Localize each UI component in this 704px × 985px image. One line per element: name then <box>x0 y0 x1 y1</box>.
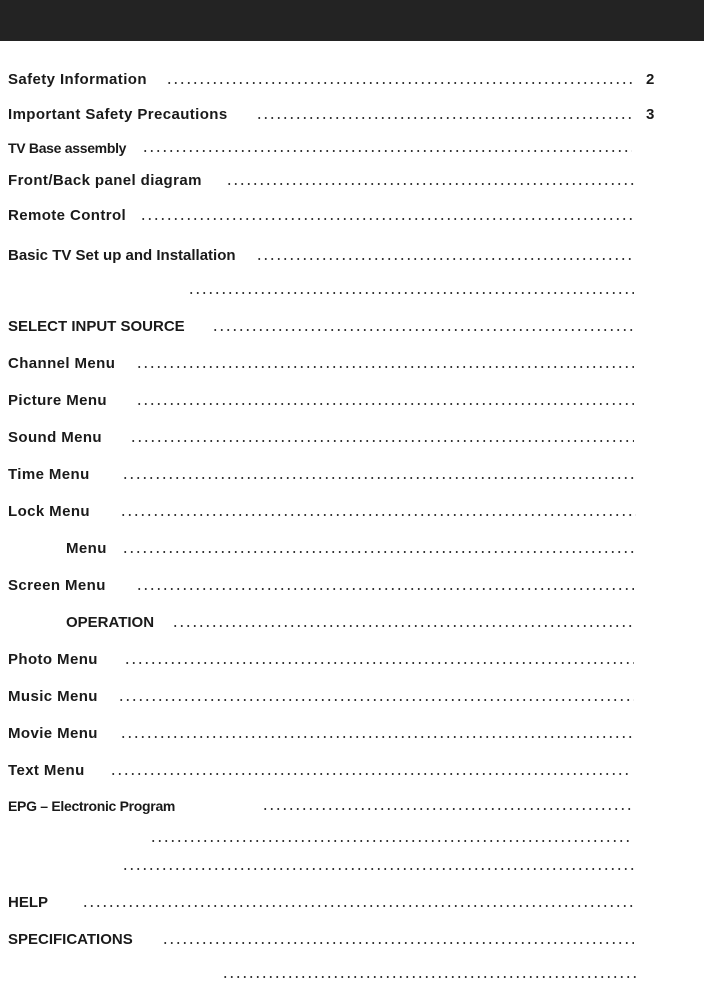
toc-entry-label: TV Base assembly <box>8 140 127 156</box>
toc-entry-label: Remote Control <box>8 207 127 224</box>
toc-entry-label: SELECT INPUT SOURCE <box>8 318 185 335</box>
toc-entry-tv-base-assembly[interactable] <box>0 137 704 159</box>
leader-dots <box>122 551 634 553</box>
toc-entry-label: OPERATION <box>66 614 155 631</box>
leader-dots <box>118 699 634 701</box>
toc-entry-label: Screen Menu <box>8 577 106 594</box>
toc-entry-safety-information[interactable] <box>0 69 704 91</box>
toc-entry-music-menu[interactable] <box>0 686 704 708</box>
toc-entry-movie-menu[interactable] <box>0 723 704 745</box>
toc-entry-label: Movie Menu <box>8 725 98 742</box>
toc-entry-label: Sound Menu <box>8 429 102 446</box>
toc-entry-sound-menu[interactable] <box>0 427 704 449</box>
leader-dots <box>162 942 634 944</box>
leader-dots <box>226 183 634 185</box>
toc-entry-picture-menu[interactable] <box>0 390 704 412</box>
toc-entry-blank[interactable] <box>0 855 704 877</box>
toc-entry-blank[interactable] <box>0 827 704 849</box>
leader-dots <box>188 292 634 294</box>
leader-dots <box>136 588 634 590</box>
leader-dots <box>136 366 634 368</box>
toc-entry-label: Important Safety Precautions <box>8 106 228 123</box>
header-bar <box>0 0 704 41</box>
toc-entry-blank[interactable] <box>0 279 704 301</box>
leader-dots <box>122 868 634 870</box>
leader-dots <box>142 150 632 152</box>
toc-entry-select-input-source[interactable] <box>0 316 704 338</box>
toc-entry-specifications[interactable] <box>0 929 704 951</box>
toc-entry-front-back-panel-diagram[interactable] <box>0 170 704 192</box>
toc-entry-label: EPG – Electronic Program <box>8 798 176 814</box>
toc-entry-page: 3 <box>646 106 655 123</box>
leader-dots <box>124 662 634 664</box>
toc-entry-blank[interactable] <box>0 963 704 985</box>
leader-dots <box>150 840 632 842</box>
leader-dots <box>166 82 632 84</box>
toc-entry-label: Picture Menu <box>8 392 107 409</box>
toc-entry-label: HELP <box>8 894 49 911</box>
toc-entry-channel-menu[interactable] <box>0 353 704 375</box>
toc-entry-lock-menu[interactable] <box>0 501 704 523</box>
toc-entry-label: Lock Menu <box>8 503 90 520</box>
toc-entry-remote-control[interactable] <box>0 205 704 227</box>
leader-dots <box>256 117 632 119</box>
toc-entry-page: 2 <box>646 71 655 88</box>
leader-dots <box>136 403 634 405</box>
leader-dots <box>212 329 634 331</box>
leader-dots <box>222 976 636 978</box>
toc-entry-time-menu[interactable] <box>0 464 704 486</box>
toc-entry-help[interactable] <box>0 892 704 914</box>
leader-dots <box>120 736 632 738</box>
leader-dots <box>262 808 632 810</box>
toc-entry-important-safety-precautions[interactable] <box>0 104 704 126</box>
leader-dots <box>140 218 634 220</box>
leader-dots <box>130 440 634 442</box>
toc-entry-label: Menu <box>66 540 107 557</box>
leader-dots <box>256 258 634 260</box>
leader-dots <box>110 773 630 775</box>
toc-entry-label: Basic TV Set up and Installation <box>8 247 236 264</box>
leader-dots <box>82 905 634 907</box>
leader-dots <box>120 514 636 516</box>
toc-entry-label: Music Menu <box>8 688 98 705</box>
leader-dots <box>172 625 634 627</box>
toc-entry-epg[interactable] <box>0 795 704 817</box>
toc-entry-label: Safety Information <box>8 71 147 88</box>
toc-entry-label: Channel Menu <box>8 355 116 372</box>
toc-entry-label: Time Menu <box>8 466 90 483</box>
leader-dots <box>122 477 634 479</box>
toc-entry-text-menu[interactable] <box>0 760 704 782</box>
toc-entry-label: SPECIFICATIONS <box>8 931 133 948</box>
toc-entry-photo-menu[interactable] <box>0 649 704 671</box>
toc-entry-basic-tv-setup[interactable] <box>0 245 704 267</box>
toc-entry-menu[interactable] <box>0 538 704 560</box>
toc-entry-label: Text Menu <box>8 762 85 779</box>
toc-entry-screen-menu[interactable] <box>0 575 704 597</box>
toc-entry-label: Front/Back panel diagram <box>8 172 202 189</box>
toc-entry-label: Photo Menu <box>8 651 98 668</box>
toc-entry-operation[interactable] <box>0 612 704 634</box>
